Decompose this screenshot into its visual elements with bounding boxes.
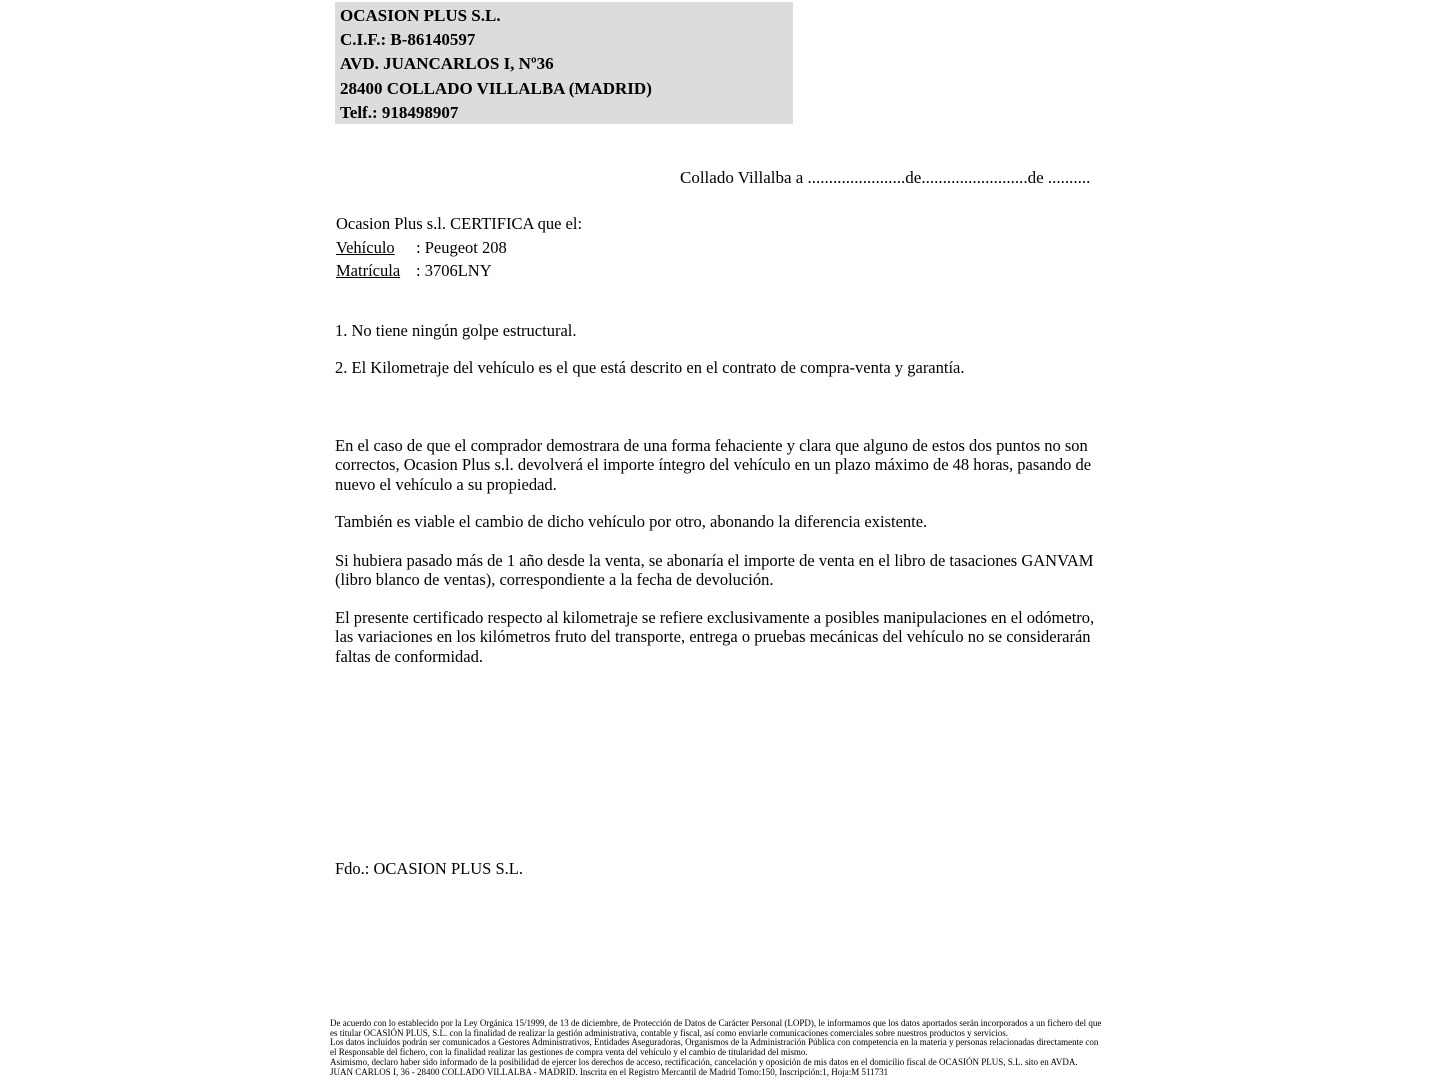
company-address: AVD. JUANCARLOS I, Nº36 (340, 54, 554, 74)
vehicle-line (336, 236, 582, 260)
certify-intro: Ocasion Plus s.l. CERTIFICA que el: (336, 214, 583, 233)
paragraph-odometer: El presente certificado respecto al kilometraje se refiere exclusivamente a posibles manipulaciones en el odómetro, las variaciones en los kilómetros fruto del transporte, entrega o pruebas mecánicas del vehículo no se considerarán faltas de conformidad. (335, 608, 1095, 666)
vehicle-value: : Peugeot 208 (416, 237, 507, 257)
company-header (335, 2, 793, 124)
company-cif: C.I.F.: B-86140597 (340, 30, 476, 50)
legal-paragraph-lopd: De acuerdo con lo establecido por la Ley Orgánica 15/1999, de 13 de diciembre, de Protección de Datos de Carácter Personal (LOPD), le informamos que los datos aportados serán incorporados a un fichero del que es titular OCASIÓN PLUS, S.L. con la finalidad de realizar la gestión administrativa, contable y fiscal, así como enviarle comunicaciones comerciales sobre nuestros productos y servicios. (330, 1018, 1102, 1038)
company-phone: Telf.: 918498907 (340, 102, 459, 122)
company-name: OCASION PLUS S.L. (340, 6, 501, 25)
paragraph-exchange: También es viable el cambio de dicho vehículo por otro, abonando la diferencia existente. (335, 512, 928, 531)
date-line: Collado Villalba a .......................de.........................de .......... (680, 168, 1091, 187)
legal-paragraph-rights: Asimismo, declaro haber sido informado de la posibilidad de ejercer los derechos de acceso, rectificación, cancelación y oposición de mis datos en el domicilio fiscal de OCASIÓN PLUS, S.L. sito en AVDA. JUAN CARLOS I, 36 - 28400 COLLADO VILLALBA - MADRID. Inscrita en el Registro Mercantil de Madrid Tomo:150, Inscripción:1, Hoja:M 511731 (330, 1056, 1078, 1077)
point-1: 1. No tiene ningún golpe estructural. (335, 321, 577, 340)
legal-paragraph-data-sharing: Los datos incluidos podrán ser comunicados a Gestores Administrativos, Entidades Aseguradoras, Organismos de la Administración Pública con competencia en la materia y personas relacionadas directamente con el Responsable del fichero, con la finalidad realizar las gestiones de compra venta del vehículo y el cambio de titularidad del mismo. (330, 1037, 1099, 1058)
legal-footer (330, 1019, 1102, 1077)
plate-line (336, 259, 582, 283)
plate-value: : 3706LNY (416, 261, 492, 281)
paragraph-ganvam: Si hubiera pasado más de 1 año desde la venta, se abonaría el importe de venta en el libro de tasaciones GANVAM (libro blanco de ventas), correspondiente a la fecha de devolución. (335, 551, 1094, 590)
vehicle-label: Vehículo (336, 237, 395, 257)
plate-label: Matrícula (336, 261, 401, 281)
company-city: 28400 COLLADO VILLALBA (MADRID) (340, 78, 652, 98)
certify-block (336, 212, 582, 283)
signature-line: Fdo.: OCASION PLUS S.L. (335, 859, 523, 878)
paragraph-conditions: En el caso de que el comprador demostrara de una forma fehaciente y clara que alguno de estos dos puntos no son correctos, Ocasion Plus s.l. devolverá el importe íntegro del vehículo en un plazo máximo de 48 horas, pasando de nuevo el vehículo a su propiedad. (335, 436, 1092, 494)
point-2: 2. El Kilometraje del vehículo es el que está descrito en el contrato de compra-venta y garantía. (335, 358, 965, 377)
